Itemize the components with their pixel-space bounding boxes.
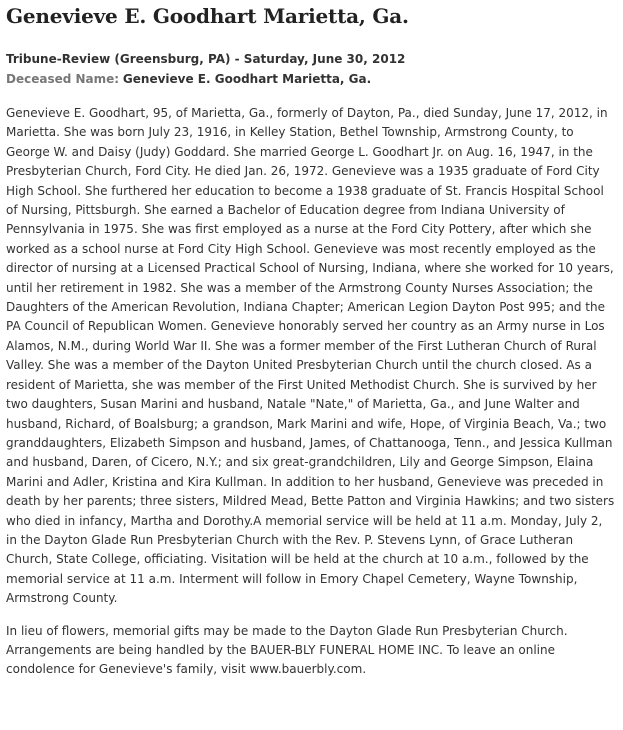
obituary-meta — [6, 49, 615, 89]
deceased-line — [6, 69, 615, 89]
deceased-name: Genevieve E. Goodhart Marietta, Ga. — [122, 72, 372, 86]
source-line: Tribune-Review (Greensburg, PA) - Saturday, June 30, 2012 — [6, 52, 406, 66]
obituary-paragraph-closing: In lieu of flowers, memorial gifts may be made to the Dayton Glade Run Presbyterian Church. Arrangements are being handled by the BAUER-BLY FUNERAL HOME INC. To leave an online condolence for Genevieve's family, visit www.bauerbly.com. — [6, 623, 568, 677]
deceased-label: Deceased Name: — [6, 72, 120, 86]
obituary-paragraph-main: Genevieve E. Goodhart, 95, of Marietta, Ga., formerly of Dayton, Pa., died Sunday, June 17, 2012, in Marietta. She was born July 23, 1916, in Kelley Station, Bethel Township, Armstrong County, to George W. and Daisy (Judy) Goddard. She married George L. Goodhart Jr. on Aug. 16, 1947, in the Presbyterian Church, Ford City. He died Jan. 26, 1972. Genevieve was a 1935 graduate of Ford City High School. She furthered her education to become a 1938 graduate of St. Francis Hospital School of Nursing, Pittsburgh. She earned a Bachelor of Education degree from Indiana University of Pennsylvania in 1975. She was first employed as a nurse at the Ford City Pottery, after which she worked as a school nurse at Ford City High School. Genevieve was most recently employed as the director of nursing at a Licensed Practical School of Nursing, Indiana, where she worked for 10 years, until her retirement in 1982. She was a member of the Armstrong County Nurses Association; the Daughters of the American Revolution, Indiana Chapter; American Legion Dayton Post 995; and the PA Council of Republican Women. Genevieve honorably served her country as an Army nurse in Los Alamos, N.M., during World War II. She was a former member of the First Lutheran Church of Rural Valley. She was a member of the Dayton United Presbyterian Church until the church closed. As a resident of Marietta, she was member of the First United Methodist Church. She is survived by her two daughters, Susan Marini and husband, Natale "Nate," of Marietta, Ga., and June Walter and husband, Richard, of Boalsburg; a grandson, Mark Marini and wife, Hope, of Virginia Beach, Va.; two granddaughters, Elizabeth Simpson and husband, James, of Chattanooga, Tenn., and Jessica Kullman and husband, Daren, of Cicero, N.Y.; and six great-grandchildren, Lily and George Simpson, Elaina Marini and Adler, Kristina and Kira Kullman. In addition to her husband, Genevieve was preceded in death by her parents; three sisters, Mildred Mead, Bette Patton and Virginia Hawkins; and two sisters who died in infancy, Martha and Dorothy.A memorial service will be held at 11 a.m. Monday, July 2, in the Dayton Glade Run Presbyterian Church with the Rev. P. Stevens Lynn, of Grace Lutheran Church, State College, officiating. Visitation will be held at the church at 10 a.m., followed by the memorial service at 11 a.m. Interment will follow in Emory Chapel Cemetery, Wayne Township, Armstrong County. — [6, 106, 615, 606]
page-title: Genevieve E. Goodhart Marietta, Ga. — [6, 4, 409, 28]
